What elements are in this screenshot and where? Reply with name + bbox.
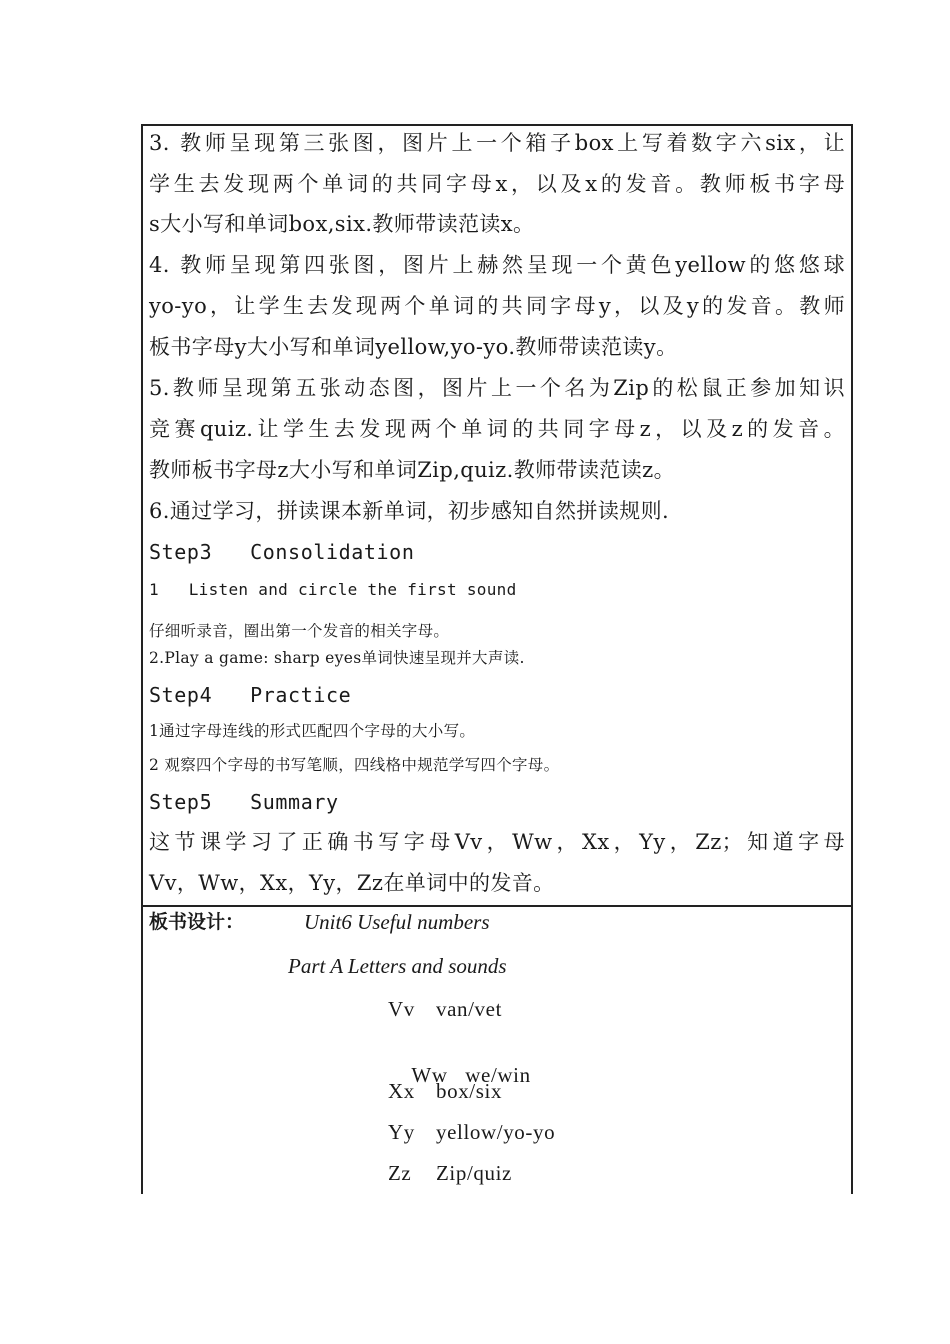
board-design-label: 板书设计： — [149, 911, 245, 933]
lesson-line: 板书字母y大小写和单词yellow,yo-yo.教师带读范读y。 — [149, 335, 678, 359]
lesson-line: yo-yo，让学生去发现两个单词的共同字母y，以及y的发音。教师 — [149, 294, 845, 318]
step3-heading: Step3 Consolidation — [149, 540, 415, 564]
lesson-line: 6.通过学习，拼读课本新单词，初步感知自然拼读规则. — [149, 499, 670, 523]
board-words: van/vet — [436, 997, 503, 1021]
lesson-line: s大小写和单词box,six.教师带读范读x。 — [149, 212, 535, 236]
step3-item-2: 2.Play a game: sharp eyes单词快速呈现并大声读. — [149, 649, 525, 667]
board-words: we/win — [459, 1063, 531, 1087]
lesson-line: 5.教师呈现第五张动态图，图片上一个名为Zip的松鼠正参加知识 — [149, 376, 845, 400]
board-letter-row — [388, 1079, 502, 1104]
board-letter-row — [388, 997, 502, 1022]
step5-heading: Step5 Summary — [149, 790, 339, 814]
lesson-line: 3. 教师呈现第三张图，图片上一个箱子box上写着数字六six，让 — [149, 131, 845, 155]
step3-item-1: 1 Listen and circle the first sound — [149, 580, 517, 599]
summary-line: 这节课学习了正确书写字母Vv，Ww，Xx，Yy，Zz；知道字母 — [149, 830, 845, 854]
summary-line: Vv，Ww，Xx，Yy，Zz在单词中的发音。 — [149, 871, 555, 895]
board-words: Zip/quiz — [436, 1161, 512, 1185]
table-row-divider — [141, 905, 853, 907]
board-words: box/six — [436, 1079, 503, 1103]
board-letters: Yy — [388, 1120, 415, 1144]
board-title: Unit6 Useful numbers — [304, 910, 490, 934]
board-words: yellow/yo-yo — [436, 1120, 556, 1144]
lesson-line: 竞赛quiz.让学生去发现两个单词的共同字母z，以及z的发音。 — [149, 417, 845, 441]
board-letters: Ww — [411, 1063, 448, 1087]
lesson-line: 学生去发现两个单词的共同字母x，以及x的发音。教师板书字母 — [149, 172, 845, 196]
board-letters: Xx — [388, 1079, 415, 1103]
board-letter-row — [388, 1161, 512, 1186]
step4-item-2: 2 观察四个字母的书写笔顺，四线格中规范学写四个字母。 — [149, 756, 560, 774]
board-letter-row — [388, 1120, 555, 1145]
board-subtitle: Part A Letters and sounds — [288, 954, 507, 978]
step3-item-1-cn: 仔细听录音，圈出第一个发音的相关字母。 — [149, 622, 450, 640]
step4-heading: Step4 Practice — [149, 683, 352, 707]
board-letters: Vv — [388, 997, 415, 1021]
board-letters: Zz — [388, 1161, 412, 1185]
lesson-line: 教师板书字母z大小写和单词Zip,quiz.教师带读范读z。 — [149, 458, 675, 482]
lesson-line: 4. 教师呈现第四张图，图片上赫然呈现一个黄色yellow的悠悠球 — [149, 253, 845, 277]
step4-item-1: 1通过字母连线的形式匹配四个字母的大小写。 — [149, 722, 476, 740]
